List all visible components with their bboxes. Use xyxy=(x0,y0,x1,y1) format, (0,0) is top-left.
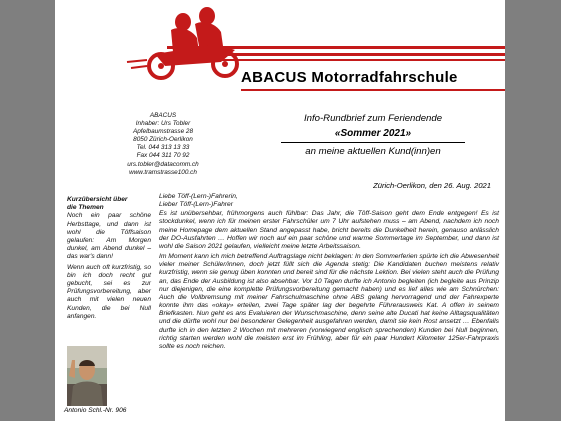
email-link[interactable]: urs.tobler@datacomm.ch xyxy=(127,160,199,168)
sidebar-heading-1: Kurzübersicht über xyxy=(67,196,128,203)
photo-caption: Antonio Schl.-Nr. 906 xyxy=(64,407,127,414)
address-block xyxy=(111,112,215,177)
antonio-photo xyxy=(67,346,107,406)
sidebar-heading-2: die Themen xyxy=(67,204,104,212)
info-line-3: an meine aktuellen Kund(inn)en xyxy=(305,146,441,157)
header-line-2 xyxy=(205,53,505,56)
address-line: ABACUS xyxy=(149,112,177,119)
address-line: Apfelbaumstrasse 28 xyxy=(132,128,194,136)
page-title: ABACUS Motorradfahrschule xyxy=(241,69,458,86)
address-line: Fax 044 311 70 92 xyxy=(136,152,190,160)
address-line: Inhaber: Urs Tobler xyxy=(135,120,191,128)
sidebar-summary xyxy=(67,196,151,323)
sidebar-paragraph: Wenn auch oft kurzfristig, so bin ich doch recht gut gebucht, sei es zur Prüfungsvorbereitung, aber auch mit vielen neuen Kunden, die bei Null anfangen. xyxy=(67,263,151,320)
greeting-line-2: Lieber Töff-(Lern-)Fahrer xyxy=(159,201,233,209)
letter-paragraph: Es ist unübersehbar, frühmorgens auch fühlbar: Das Jahr, die Töff-Saison geht dem Ende entgegen! Es ist stockdunkel, wenn ich für meinen erster Fahrschüler um 7 Uhr aufstehen muss – am Abend, nachdem ich noch meine Homepage dem aktuellen Stand angepasst habe, bricht bereits die Dunkelheit herein, genauso anlässlich der DO-Ausfahrten … Hoffen wir noch auf ein paar schöne und warme Sommertage im September, und dann ist wohl die Saison 2021 gelaufen, vielleicht meine letzte Arbeitssaison. xyxy=(159,210,499,250)
letter-body xyxy=(159,193,499,353)
letter-paragraph: Im Moment kann ich mich betreffend Auftragslage nicht beklagen: In den Sommerferien spürte ich die Abwesenheit vieler meiner Schüler/innen, doch jetzt füllt sich die Agenda stetig: Die Kandidaten buchen meistens relativ kurzfristig, wenn sie genug üben konnten und bereit sind für die nächste Lektion. Bei vielen steht auch die Prüfung an, das Ende der Ausbildung ist also absehbar. Vor 10 Tagen durfte ich Antonio begleiten (ich begleite aus Prinzip nur diejenigen, die eine komplette Prüfungsvorbereitung gemacht haben) und es lief alles wie am Schnürchen: Auch die Vollbremsung mit meiner Fahrschulmaschine ohne ABS gelang hervorragend und der Fahrexperte konnte ihm das «okay» erteilen, zwei Tage später lag der begehrte Führerausweis Kat. A offen in seinem Briefkasten. Nun geht es ans Evaluieren der Wunschmaschine, denn seine alte Ducati hat keine Alltagsqualitäten und die dürfte wohl nur bei besonderer Gelegenheit ausgefahren werden, damit sie kein Rost ansetzt … Ebenfalls durfte ich in den letzten 2 Wochen mit mehreren (vorwiegend englisch sprechenden) Kunden bei Null beginnen, richtig starten werden wohl die meisten erst im Frühling, aber für ein paar Hundert Kilometer 125er-Fahrpraxis sollte es noch reichen. xyxy=(159,253,500,350)
info-block xyxy=(273,113,473,158)
document-page xyxy=(55,0,505,421)
header-line-4 xyxy=(241,89,505,91)
motorcycle-riders-logo xyxy=(125,2,255,82)
info-divider xyxy=(281,142,465,143)
info-line-1: Info-Rundbrief zum Feriendende xyxy=(303,113,443,124)
website-link[interactable]: www.tramstrasse100.ch xyxy=(129,168,197,176)
info-line-2: «Sommer 2021» xyxy=(334,128,412,139)
address-line: Tel. 044 313 13 33 xyxy=(136,144,190,152)
header-line-3 xyxy=(205,59,505,61)
sidebar-paragraph: Noch ein paar schöne Herbsttage, und dann ist wohl die Töffsaison gelaufen: Am Morgen dunkel, am Abend dunkel – das war's dann! xyxy=(67,212,151,261)
address-line: 8050 Zürich-Oerlikon xyxy=(133,136,193,144)
header-line-1 xyxy=(167,46,505,49)
letter-date: Zürich-Oerlikon, den 26. Aug. 2021 xyxy=(373,181,491,190)
greeting-line-1: Liebe Töff-(Lern-)Fahrerin, xyxy=(159,193,238,200)
